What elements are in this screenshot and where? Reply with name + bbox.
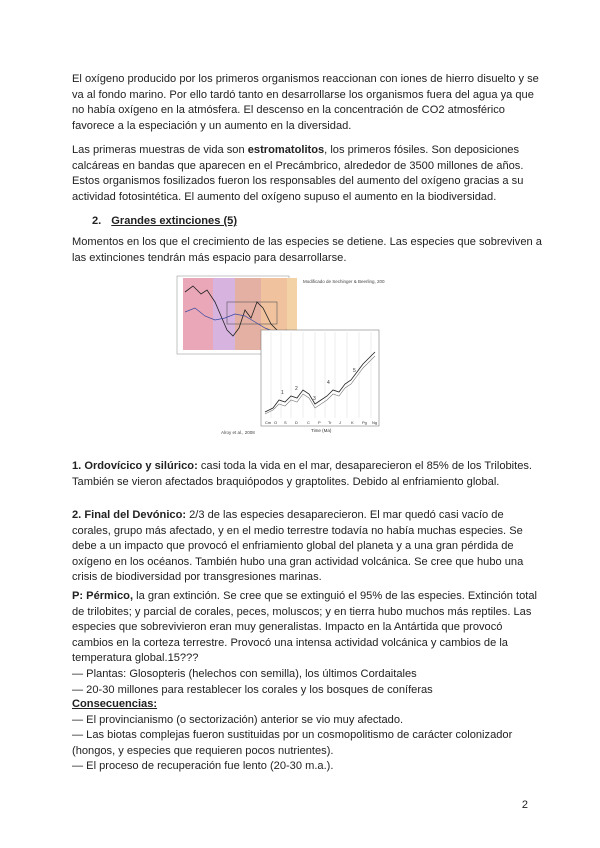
period-label: J (339, 420, 341, 425)
figure-credit-top: Modificado de Sechinger & Beerling, 2001 (303, 279, 385, 284)
section-intro: Momentos en los que el crecimiento de las especies se detiene. Las especies que sobreviven a las extinciones tendrán más espacio para desarrollarse. (72, 236, 542, 264)
extinctions-figure-svg (175, 272, 385, 440)
period-label: O (274, 420, 278, 425)
extinction-1: 1. Ordovícico y silúrico: casi toda la vida en el mar, desaparecieron el 85% de los Trilobites. También se vieron afectados braquiópodos y graptolites. Debido al enfriamiento global. (72, 460, 533, 488)
extinction-2: 2. Final del Devónico: 2/3 de las especies desaparecieron. El mar quedó casi vacío de corales, grupo más afectado, y en el medio terrestre todavía no había muchas especies. Se debe a un impacto que provocó el enfriamiento global del planeta y a una gran pérdida de oxígeno en los océanos. También hubo una gran actividad volcánica. Se cree que hubo una crisis de biodiversidad por transgresiones marinas. (72, 509, 524, 584)
marker-5: 5 (353, 368, 356, 374)
period-label: Ng (372, 420, 378, 425)
period-label: C (307, 420, 310, 425)
intro-paragraph-stromatolites: Las primeras muestras de vida son estromatolitos, los primeros fósiles. Son deposiciones calcáreas en bandas que aparecen en el Precámbrico, alrededor de 3500 millones de años. Estos organismos fosilizados fueron los responsables del aumento del oxígeno gracias a su actividad fotosintética. El aumento del oxígeno supuso el aumento en la biodiversidad. (72, 144, 524, 203)
marker-3: 3 (313, 396, 316, 402)
period-label: D (295, 420, 298, 425)
consequence-item: — El provincianismo (o sectorización) anterior se vio muy afectado. (72, 713, 404, 726)
stromatolites-term: estromatolitos (247, 144, 325, 156)
period-label: S (284, 420, 287, 425)
permian-bullet: — Plantas: Glosopteris (helechos con semilla), los últimos Cordaitales (72, 667, 417, 680)
consequence-item: — El proceso de recuperación fue lento (20-30 m.a.). (72, 760, 334, 773)
page-number: 2 (521, 799, 528, 811)
period-label: K (351, 420, 354, 425)
section-heading: 2. Grandes extinciones (5) (92, 215, 238, 227)
marker-2: 2 (295, 386, 298, 392)
extinctions-figure (175, 272, 385, 440)
extinction-2-label: 2. Final del Devónico: (72, 509, 187, 521)
extinction-1-label: 1. Ordovícico y silúrico: (72, 460, 198, 472)
marker-1: 1 (281, 390, 284, 396)
period-label: Pg (362, 420, 367, 425)
consequence-item: — Las biotas complejas fueron sustituidas por un cosmopolitismo de carácter colonizador (hongos, y especies que requieren pocos nutrientes). (72, 729, 513, 757)
extinction-permian: P: Pérmico, la gran extinción. Se cree que se extinguió el 95% de las especies. Extinción total de trilobites; y parcial de corales, peces, moluscos; y en tierra hubo muchos más reptiles. Las especies que sobrevivieron eran muy generalistas. Impacto en la Antártida que provocó cambios en la corteza terrestre. Provocó una intensa actividad volcánica y cambios de la temperatura global.15??? — Plantas: Glosopteris (helechos con semilla), los últimos Cordaitales — 20-30 millones para restablecer los corales y los bosques de coníferas (72, 590, 537, 696)
period-label: Cm (265, 420, 272, 425)
marker-4: 4 (327, 380, 330, 386)
period-label: P (318, 420, 321, 425)
consequences (72, 697, 542, 775)
figure-axis-label: Time (Ma) (311, 428, 332, 433)
consequences-title: Consecuencias: (72, 698, 158, 710)
permian-bullet: — 20-30 millones para restablecer los corales y los bosques de coníferas (72, 683, 433, 696)
intro-paragraph-oxygen: El oxígeno producido por los primeros organismos reaccionan con iones de hierro disuelto y se va al fondo marino. Por ello tardó tanto en desarrollarse los organismos fuera del agua ya que no había oxígeno en la atmósfera. El descenso en la concentración de CO2 atmosférico favorece a la especiación y un aumento en la diversidad. (72, 73, 539, 132)
figure-credit-bottom: Alroy et al., 2008 (221, 430, 255, 435)
extinction-permian-label: P: Pérmico, (72, 590, 134, 602)
period-label: Tr (328, 420, 332, 425)
